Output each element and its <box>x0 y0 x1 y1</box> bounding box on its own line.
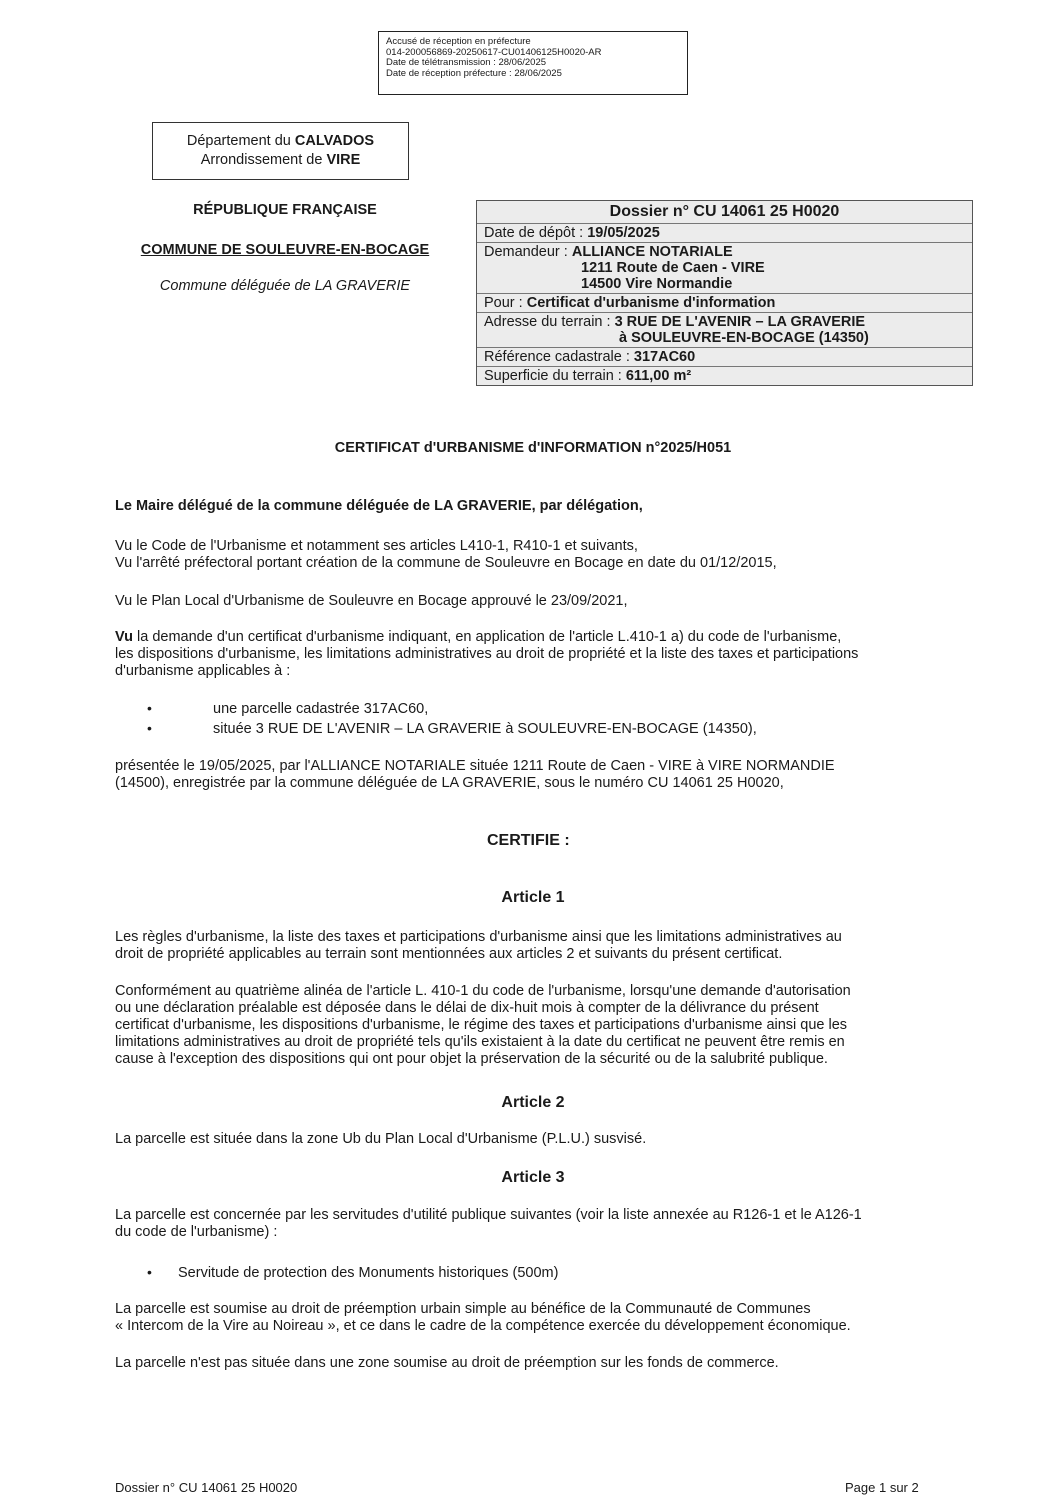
prefecture-receipt-stamp <box>378 31 688 95</box>
department-box <box>152 122 409 180</box>
article-3-title: Article 3 <box>501 1169 565 1186</box>
dossier-info-table <box>476 200 973 386</box>
footer-dossier-number: Dossier n° CU 14061 25 H0020 <box>115 1480 298 1495</box>
arrondissement-line: Arrondissement de VIRE <box>200 152 361 168</box>
deposit-date-row: Date de dépôt : 19/05/2025 <box>477 224 972 243</box>
delegated-commune: Commune déléguée de LA GRAVERIE <box>159 278 411 294</box>
article-3-paragraph-2: La parcelle est soumise au droit de préemption urbain simple au bénéfice de la Communauté de Communes « Intercom de la Vire au Noireau », et ce dans le cadre de la compétence exercée du développement économique. <box>115 1301 851 1334</box>
article-1-paragraph-1: Les règles d'urbanisme, la liste des taxes et participations d'urbanisme ainsi que les limitations administratives au droit de propriété applicables au terrain sont mentionnées aux articles 2 et suivants du présent certificat. <box>115 929 842 962</box>
department-line: Département du CALVADOS <box>186 133 375 149</box>
page-number: Page 1 sur 2 <box>845 1480 919 1495</box>
article-2-title: Article 2 <box>501 1094 565 1111</box>
stamp-line: 014-200056869-20250617-CU01406125H0020-AR <box>386 46 602 58</box>
mayor-intro: Le Maire délégué de la commune déléguée de LA GRAVERIE, par délégation, <box>115 498 643 514</box>
list-item: • Servitude de protection des Monuments historiques (500m) <box>147 1264 559 1281</box>
stamp-line: Date de réception préfecture : 28/06/2025 <box>386 67 562 79</box>
stamp-line: Accusé de réception en préfecture <box>386 36 531 47</box>
article-1-paragraph-2: Conformément au quatrième alinéa de l'article L. 410-1 du code de l'urbanisme, lorsqu'une demande d'autorisation ou une déclaration préalable est déposée dans le délai de dix-huit mois à compter de la délivrance du présent certificat d'urbanisme, les dispositions d'urbanisme, le régime des taxes et participations d'urbanisme ainsi que les limitations administratives au droit de propriété tels qu'ils existaient à la date du certificat ne peuvent être remis en cause à l'exception des dispositions qui ont pour objet la préservation de la sécurité ou de la salubrité publique. <box>115 983 851 1067</box>
land-address-row: Adresse du terrain : 3 RUE DE L'AVENIR – LA GRAVERIE à SOULEUVRE-EN-BOCAGE (14350) <box>477 313 972 348</box>
certifie-heading: CERTIFIE : <box>487 832 570 849</box>
article-3-paragraph-3: La parcelle n'est pas située dans une zone soumise au droit de préemption sur les fonds de commerce. <box>115 1355 779 1371</box>
article-2-paragraph: La parcelle est située dans la zone Ub du Plan Local d'Urbanisme (P.L.U.) susvisé. <box>115 1131 647 1147</box>
cadastral-row: Référence cadastrale : 317AC60 <box>477 348 972 367</box>
republic-heading: RÉPUBLIQUE FRANÇAISE <box>193 202 377 218</box>
presented-paragraph: présentée le 19/05/2025, par l'ALLIANCE NOTARIALE située 1211 Route de Caen - VIRE à VIRE NORMANDIE (14500), enregistrée par la commune déléguée de LA GRAVERIE, sous le numéro CU 14061 25 H0020, <box>115 758 835 791</box>
applicant-row: Demandeur : ALLIANCE NOTARIALE 1211 Route de Caen - VIRE 14500 Vire Normandie <box>477 243 972 294</box>
purpose-row: Pour : Certificat d'urbanisme d'information <box>477 294 972 313</box>
vu-paragraph-1: Vu le Code de l'Urbanisme et notamment ses articles L410-1, R410-1 et suivants, Vu l'arrêté préfectoral portant création de la commune de Souleuvre en Bocage en date du 01/12/2015, <box>115 538 777 571</box>
stamp-line: Date de télétransmission : 28/06/2025 <box>386 57 547 68</box>
certificate-title: CERTIFICAT d'URBANISME d'INFORMATION n°2025/H051 <box>334 440 732 456</box>
parcel-bullet-list <box>147 699 757 739</box>
vu-paragraph-2: Vu le Plan Local d'Urbanisme de Souleuvre en Bocage approuvé le 23/09/2021, <box>115 593 628 609</box>
list-item: • située 3 RUE DE L'AVENIR – LA GRAVERIE à SOULEUVRE-EN-BOCAGE (14350), <box>147 720 757 737</box>
article-1-title: Article 1 <box>501 889 565 906</box>
dossier-number: Dossier n° CU 14061 25 H0020 <box>477 201 972 224</box>
applicant-address-1: 1211 Route de Caen - VIRE <box>581 260 765 276</box>
article-3-paragraph-1: La parcelle est concernée par les servitudes d'utilité publique suivantes (voir la liste annexée au R126-1 et le A126-1 du code de l'urbanisme) : <box>115 1207 862 1240</box>
commune-heading: COMMUNE DE SOULEUVRE-EN-BOCAGE <box>140 242 430 258</box>
list-item: • une parcelle cadastrée 317AC60, <box>147 700 429 717</box>
vu-paragraph-3: Vu la demande d'un certificat d'urbanisme indiquant, en application de l'article L.410-1 a) du code de l'urbanisme, les dispositions d'urbanisme, les limitations administratives au droit de propriété et la liste des taxes et participations d'urbanisme applicables à : <box>115 629 859 679</box>
area-row: Superficie du terrain : 611,00 m² <box>484 368 692 384</box>
applicant-address-2: 14500 Vire Normandie <box>581 276 733 292</box>
land-address-line2: à SOULEUVRE-EN-BOCAGE (14350) <box>619 330 869 346</box>
